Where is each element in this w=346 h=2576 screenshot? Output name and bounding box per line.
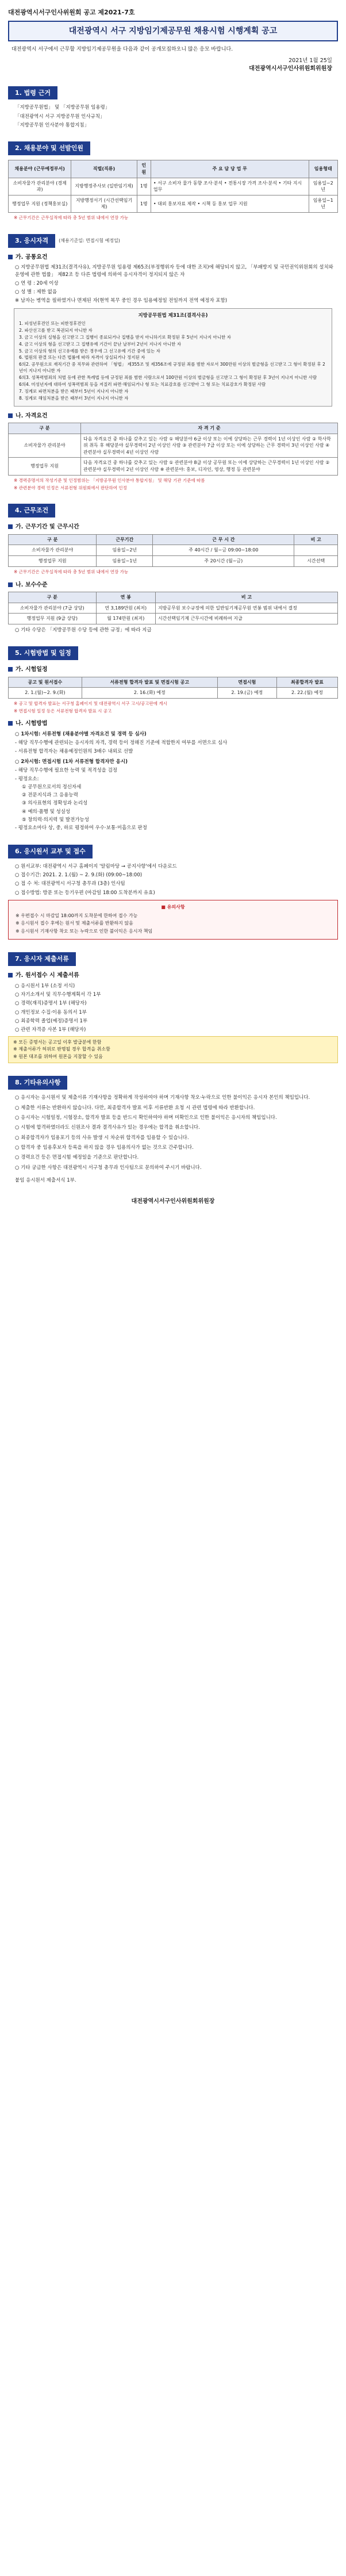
caution-item: ※ 응시원서 기재사항 착오 또는 누락으로 인한 불이익은 응시자 책임 — [16, 928, 153, 934]
table-row — [9, 434, 338, 458]
table-row — [9, 458, 338, 475]
s7-item: ○ 경력(재직)증명서 1부 (해당자) — [15, 1000, 87, 1007]
s5-m2-item: ④ 예의·품행 및 성실성 — [22, 808, 71, 815]
table-header: 연 봉 — [96, 592, 155, 603]
table-header: 구 분 — [9, 592, 97, 603]
section-2-title: 2. 채용분야 및 선발인원 — [8, 141, 90, 155]
footer-issuer: 대전광역시서구인사위원회위원장 — [131, 1198, 215, 1205]
table-cell: • 대외 홍보자료 제작 • 시책 등 홍보 업무 지원 — [151, 195, 309, 212]
square-bullet-icon — [8, 524, 13, 529]
s7-a-label: 가. 원서접수 시 제출서류 — [16, 972, 79, 979]
table-cell: 소비자물가 관리분야 — [9, 434, 81, 458]
section-4-header — [8, 504, 338, 518]
intro-text: 대전광역시 서구에서 근무할 지방임기제공무원을 다음과 같이 공개모집하오니 많은 응모 바랍니다. — [11, 47, 233, 53]
s7-item: ○ 개인정보 수집·이용 동의서 1부 — [15, 1009, 87, 1015]
s3-a-item: ○ 연 령 : 20세 이상 — [15, 280, 59, 286]
table-header-row — [9, 677, 338, 688]
caution-box — [8, 900, 338, 940]
table-cell: 행정업무 지원 — [9, 458, 81, 475]
table-row — [9, 545, 338, 556]
salary-table — [8, 592, 338, 624]
table-cell: 2. 16.(화) 예정 — [82, 688, 217, 699]
s3-subheading-a — [8, 254, 338, 262]
section-6-title: 6. 응시원서 교부 및 접수 — [8, 845, 93, 858]
s6-item: ○ 접수기간: 2021. 2. 1.(월) ~ 2. 9.(화) (09:00~18:00) — [15, 872, 143, 878]
table-header: 직렬(직류) — [71, 160, 137, 178]
section-4-title: 4. 근무조건 — [8, 504, 55, 518]
box-line: 8. 징계로 해임처분을 받은 때부터 3년이 지나지 아니한 자 — [19, 395, 129, 401]
s5-m2-item: ① 공무원으로서의 정신자세 — [22, 784, 82, 790]
s5-subheading-a — [8, 666, 338, 674]
caution-title: ■ 유의사항 — [161, 904, 185, 910]
s3-subheading-b — [8, 412, 338, 421]
s5-a-label: 가. 시험일정 — [16, 666, 48, 673]
section-2-header — [8, 141, 338, 155]
s4-subheading-b — [8, 581, 338, 590]
s3-a-item: ○ 성 별 : 제한 없음 — [15, 289, 57, 296]
table-header-row — [9, 534, 338, 545]
table-cell: 행정업무 지원 (9급 상당) — [9, 614, 97, 624]
table-header: 비 고 — [155, 592, 337, 603]
section-7-title: 7. 응시자 제출서류 — [8, 952, 76, 966]
table-cell: 지방행정서기 (시간선택임기제) — [71, 195, 137, 212]
s4-a-label: 가. 근무기간 및 근무시간 — [16, 524, 79, 531]
s5-note: ※ 면접시험 일정 등은 서류전형 합격자 발표 시 공고 — [14, 708, 112, 714]
s6-item: ○ 원서교부: 대전광역시 서구 홈페이지 '알림마당 → 공지사항'에서 다운로드 — [15, 863, 177, 869]
box-line: 4. 금고 이상의 형을 선고받고 그 집행유예 기간이 끝난 날부터 2년이 지나지 아니한 자 — [19, 341, 182, 347]
s4-subheading-a — [8, 523, 338, 532]
s3-a-label: 가. 공통요건 — [16, 254, 48, 260]
s5-method-2: ○ 2차시험: 면접시험 (1차 서류전형 합격자만 응시) — [15, 758, 128, 765]
caution-item: ※ 우편접수 시 마감일 18:00까지 도착분에 한하여 접수 가능 — [16, 913, 138, 918]
table-cell: 다음 자격요건 중 하나를 갖추고 있는 사람 ① 해당분야 6급 이상 또는 이에 상당하는 근무 경력이 1년 이상인 사람 ② 학사학위 취득 후 해당분야 실무경력이 2년 이상인 사람 ③ 관련분야 7급 이상 또는 이에 상당하는 근무 경력이 3년 이상인 사람 ④ 관련분야 실무경력이 4년 이상인 사람 — [81, 434, 338, 458]
s1-item: 「지방공무원 인사분야 통합지침」 — [15, 122, 90, 129]
recruit-table — [8, 160, 338, 213]
table-cell: 주 20시간 (월~금) — [153, 556, 294, 567]
notice-number: 대전광역시서구인사위원회 공고 제2021-7호 — [8, 9, 135, 16]
table-header-row — [9, 160, 338, 178]
table-cell: 지방공무원 보수규정에 의한 일반임기제공무원 연봉 범위 내에서 결정 — [155, 603, 337, 614]
etc-item: ○ 시험에 합격하였더라도 신원조사 결과 결격사유가 있는 경우에는 합격을 취소합니다. — [15, 1125, 200, 1131]
etc-item: ○ 기타 궁금한 사항은 대전광역시 서구청 총무과 인사팀으로 문의하여 주시기 바랍니다. — [15, 1164, 202, 1171]
schedule-table — [8, 677, 338, 699]
table-cell: 2. 22.(월) 예정 — [276, 688, 337, 699]
s4-a-note: ※ 근무기간은 근무실적에 따라 총 5년 범위 내에서 연장 가능 — [14, 569, 129, 574]
work-hours-table — [8, 534, 338, 567]
s7-item: ○ 최종학력 졸업(예정)증명서 1부 — [15, 1018, 88, 1024]
table-cell: 주 40시간 / 월~금 09:00~18:00 — [153, 545, 294, 556]
section-8-title: 8. 기타유의사항 — [8, 1076, 67, 1090]
table-header: 공고 및 원서접수 — [9, 677, 82, 688]
attachment-note: 붙임 응시원서 제출서식 1부. — [15, 1177, 76, 1183]
s3-a-item: ※ 남자는 병역을 필하였거나 면제된 자(현역 복무 중인 경우 임용예정일 전일까지 전역 예정자 포함) — [15, 298, 228, 304]
table-header: 인원 — [137, 160, 151, 178]
table-cell: 소비자물가 관리분야 — [9, 545, 97, 556]
notice-date: 2021년 1월 25일 — [289, 57, 332, 64]
box-line: 7. 징계로 파면처분을 받은 때부터 5년이 지나지 아니한 자 — [19, 388, 129, 394]
s5-m2-item: - 평정요소: — [15, 776, 39, 782]
s5-subheading-b — [8, 720, 338, 729]
section-3-header — [8, 234, 338, 248]
table-header: 구 분 — [9, 534, 97, 545]
table-cell: 시간선택 — [294, 556, 338, 567]
s4-other: ○ 기타 수당은 「지방공무원 수당 등에 관한 규정」에 따라 지급 — [15, 627, 152, 633]
s5-b-label: 나. 시험방법 — [16, 720, 48, 727]
square-bullet-icon — [8, 413, 13, 418]
section-1-title: 1. 법령 근거 — [8, 86, 57, 100]
disqualification-box — [14, 308, 332, 407]
table-header: 주 요 담 당 업 무 — [151, 160, 309, 178]
section-3-subtitle: (채용기준일: 면접시험 예정일) — [59, 237, 120, 243]
square-bullet-icon — [8, 255, 13, 259]
s7-subheading-a — [8, 972, 338, 980]
etc-item: ○ 합격자 중 임용후보자 등록을 하지 않을 경우 임용의사가 없는 것으로 간주합니다. — [15, 1144, 194, 1151]
table-header-row — [9, 423, 338, 434]
s5-m2-item: ⑤ 창의력·의지력 및 발전가능성 — [22, 817, 89, 823]
table-header: 최종합격자 발표 — [276, 677, 337, 688]
section-6-header — [8, 845, 338, 858]
section-3-title: 3. 응시자격 — [8, 234, 55, 248]
warning-line: ※ 원본 대조를 위하여 원본을 지참할 수 있음 — [13, 1053, 103, 1059]
table-header: 면접시험 — [217, 677, 276, 688]
box-line: 6. 법원의 판결 또는 다른 법률에 따라 자격이 상실되거나 정지된 자 — [19, 355, 145, 361]
table-header-row — [9, 592, 338, 603]
table-cell — [294, 545, 338, 556]
table-row — [9, 195, 338, 212]
s1-item: 「대전광역시 서구 지방공무원 인사규칙」 — [15, 113, 105, 120]
caution-item: ※ 응시원서 접수 후에는 원서 및 제출서류를 반환하지 않음 — [16, 921, 133, 926]
box-line: 6의4. 미성년자에 대하여 성폭력범죄 등을 저질러 파면·해임되거나 형 또는 치료감호를 선고받아 그 형 또는 치료감호가 확정된 사람 — [19, 381, 266, 387]
square-bullet-icon — [8, 667, 13, 672]
section-5-header — [8, 646, 338, 660]
s1-item: 「지방공무원법」 및 「지방공무원 임용령」 — [15, 105, 110, 111]
table-cell: 임용일~2년 — [309, 178, 338, 195]
table-cell: 소비자물가 관리분야 (경제과) — [9, 178, 71, 195]
box-line: 2. 파산선고를 받고 복권되지 아니한 자 — [19, 327, 93, 333]
s2-note: ※ 근무기간은 근무실적에 따라 총 5년 범위 내에서 연장 가능 — [14, 214, 129, 220]
table-cell: 2. 1.(월)~2. 9.(화) — [9, 688, 82, 699]
s5-m1-item: - 서류전형 합격자는 채용예정인원의 3배수 내외로 선발 — [15, 748, 133, 754]
table-cell: 임용일~1년 — [309, 195, 338, 212]
table-cell: 다음 자격요건 중 하나를 갖추고 있는 사람 ① 관련분야 8급 이상 공무원 또는 이에 상당하는 근무경력이 1년 이상인 사람 ② 관련분야 실무경력이 2년 이상인 사람 ※ 관련분야: 홍보, 디자인, 영상, 행정 등 관련분야 — [81, 458, 338, 475]
warning-line: ※ 제출서류가 허위로 판명될 경우 합격을 취소함 — [13, 1046, 110, 1052]
table-header: 근 무 시 간 — [153, 534, 294, 545]
etc-item: ○ 응시자는 응시원서 및 제출서류 기재사항을 정확하게 작성하여야 하며 기재사항 착오·누락으로 인한 불이익은 응시자 본인의 책임입니다. — [15, 1095, 310, 1101]
table-header: 구 분 — [9, 423, 81, 434]
table-header: 근무기간 — [97, 534, 153, 545]
section-5-title: 5. 시험방법 및 일정 — [8, 646, 78, 660]
box-line: 3. 금고 이상의 실형을 선고받고 그 집행이 종료되거나 집행을 받지 아니하기로 확정된 후 5년이 지나지 아니한 자 — [19, 334, 231, 340]
table-row — [9, 178, 338, 195]
box-line: 6의2. 공무원으로 재직기간 중 직무와 관련하여 「형법」 제355조 및 제356조에 규정된 죄를 범한 자로서 300만원 이상의 벌금형을 선고받고 그 형이 확정된 후 2년이 지나지 아니한 자 — [19, 362, 325, 374]
etc-item: ○ 제출한 서류는 반환하지 않습니다. 다만, 최종합격자 발표 이후 서류반환 요청 시 관련 법령에 따라 반환합니다. — [15, 1105, 255, 1111]
warning-line: ※ 모든 증명서는 공고일 이후 발급분에 한함 — [13, 1039, 102, 1045]
s6-item: ○ 접 수 처: 대전광역시 서구청 총무과 (3층) 인사팀 — [15, 881, 125, 887]
s7-item: ○ 자기소개서 및 직무수행계획서 각 1부 — [15, 992, 101, 998]
table-cell: 1명 — [137, 195, 151, 212]
page-title: 대전광역시 서구 지방임기제공무원 채용시험 시행계획 공고 — [8, 21, 338, 41]
etc-item: ○ 최종합격자가 임용포기 등의 사유 발생 시 차순위 합격자를 임용할 수 있습니다. — [15, 1134, 189, 1141]
table-cell: 임용일~2년 — [97, 545, 153, 556]
table-cell: 소비자물가 관리분야 (7급 상당) — [9, 603, 97, 614]
square-bullet-icon — [8, 721, 13, 726]
s5-m2-item: ③ 의사표현의 정확성과 논리성 — [22, 800, 88, 807]
s3-a-item: ○ 지방공무원법 제31조(결격사유), 지방공무원 임용령 제65조(부정행위자 등에 대한 조치)에 해당되지 않고, 「부패방지 및 국민권익위원회의 설치와 운영에 관한 법률」 제82조 등 다른 법령에 의하여 응시자격이 정지되지 않은 자 — [15, 264, 333, 278]
section-1-header — [8, 86, 338, 100]
s6-item: ○ 접수방법: 방문 또는 등기우편 (마감일 18:00 도착분까지 유효) — [15, 890, 155, 896]
s5-m2-item: - 평정요소마다 상, 중, 하로 평정하여 우수·보통·미흡으로 판정 — [15, 825, 147, 831]
table-cell: 임용일~1년 — [97, 556, 153, 567]
table-header: 채용분야 (근무예정부서) — [9, 160, 71, 178]
qualification-table — [8, 423, 338, 476]
box-line: 1. 피성년후견인 또는 피한정후견인 — [19, 321, 86, 327]
square-bullet-icon — [8, 973, 13, 977]
table-header: 임용형태 — [309, 160, 338, 178]
box-line: 5. 금고 이상의 형의 선고유예를 받은 경우에 그 선고유예 기간 중에 있는 자 — [19, 348, 160, 354]
table-cell: 연 3,189만원 (최저) — [96, 603, 155, 614]
table-cell: 1명 — [137, 178, 151, 195]
s5-method-1: ○ 1차시험: 서류전형 (채용분야별 자격요건 및 경력 등 심사) — [15, 731, 147, 737]
table-header: 서류전형 합격자 발표 및 면접시험 공고 — [82, 677, 217, 688]
square-bullet-icon — [8, 582, 13, 587]
s3-b-note: ※ 관련분야 경력 인정은 서류전형 위원회에서 판단하여 인정 — [14, 485, 127, 490]
section-8-header — [8, 1076, 338, 1090]
table-cell: 행정업무 지원 — [9, 556, 97, 567]
box-title: 지방공무원법 제31조(결격사유) — [138, 312, 208, 319]
table-cell: 2. 19.(금) 예정 — [217, 688, 276, 699]
s7-item: ○ 관련 자격증 사본 1부 (해당자) — [15, 1027, 86, 1033]
s5-m2-item: - 해당 직무수행에 필요한 능력 및 적격성을 검정 — [15, 768, 117, 774]
section-7-header — [8, 952, 338, 966]
etc-item: ○ 응시자는 시험일정, 시험장소, 합격자 발표 등을 반드시 확인하여야 하며 미확인으로 인한 불이익은 응시자의 책임입니다. — [15, 1114, 277, 1121]
s7-item: ○ 응시원서 1부 (소정 서식) — [15, 983, 75, 989]
table-header: 비 고 — [294, 534, 338, 545]
table-cell: 지방행정주사보 (일반임기제) — [71, 178, 137, 195]
table-row — [9, 614, 338, 624]
table-cell: 월 174만원 (최저) — [96, 614, 155, 624]
submission-warning — [8, 1036, 338, 1064]
table-cell: 시간선택임기제 근무시간에 비례하여 지급 — [155, 614, 337, 624]
s5-m1-item: - 해당 직무수행에 관련되는 응시자의 자격, 경력 등이 정해진 기준에 적합한지 여부를 서면으로 심사 — [15, 740, 228, 746]
table-row — [9, 556, 338, 567]
issuer: 대전광역시서구인사위원회위원장 — [249, 66, 332, 72]
table-row — [9, 603, 338, 614]
table-cell: 행정업무 지원 (정책홍보실) — [9, 195, 71, 212]
table-cell: • 서구 소비자 물가 동향 조사·분석 • 전통시장 가격 조사·분석 • 기타 지시 업무 — [151, 178, 309, 195]
s3-b-label: 나. 자격요건 — [16, 412, 48, 419]
s4-b-label: 나. 보수수준 — [16, 581, 48, 588]
s5-note: ※ 공고 및 합격자 발표는 서구청 홈페이지 및 대전광역시 서구 고시/공고란에 게시 — [14, 700, 167, 706]
box-line: 6의3. 성폭력범죄의 처벌 등에 관한 특례법 등에 규정된 죄를 범한 사람으로서 100만원 이상의 벌금형을 선고받고 그 형이 확정된 후 3년이 지나지 아니한 사람 — [19, 375, 317, 381]
s3-b-note: ※ 경력증명서의 작성기준 및 인정범위는 「지방공무원 인사분야 통합지침」 및 해당 기관 기준에 따름 — [14, 477, 205, 483]
table-row — [9, 688, 338, 699]
s5-m2-item: ② 전문지식과 그 응용능력 — [22, 792, 78, 799]
etc-item: ○ 경력요건 등은 면접시험 예정일을 기준으로 판단합니다. — [15, 1155, 139, 1161]
table-header: 자 격 기 준 — [81, 423, 338, 434]
